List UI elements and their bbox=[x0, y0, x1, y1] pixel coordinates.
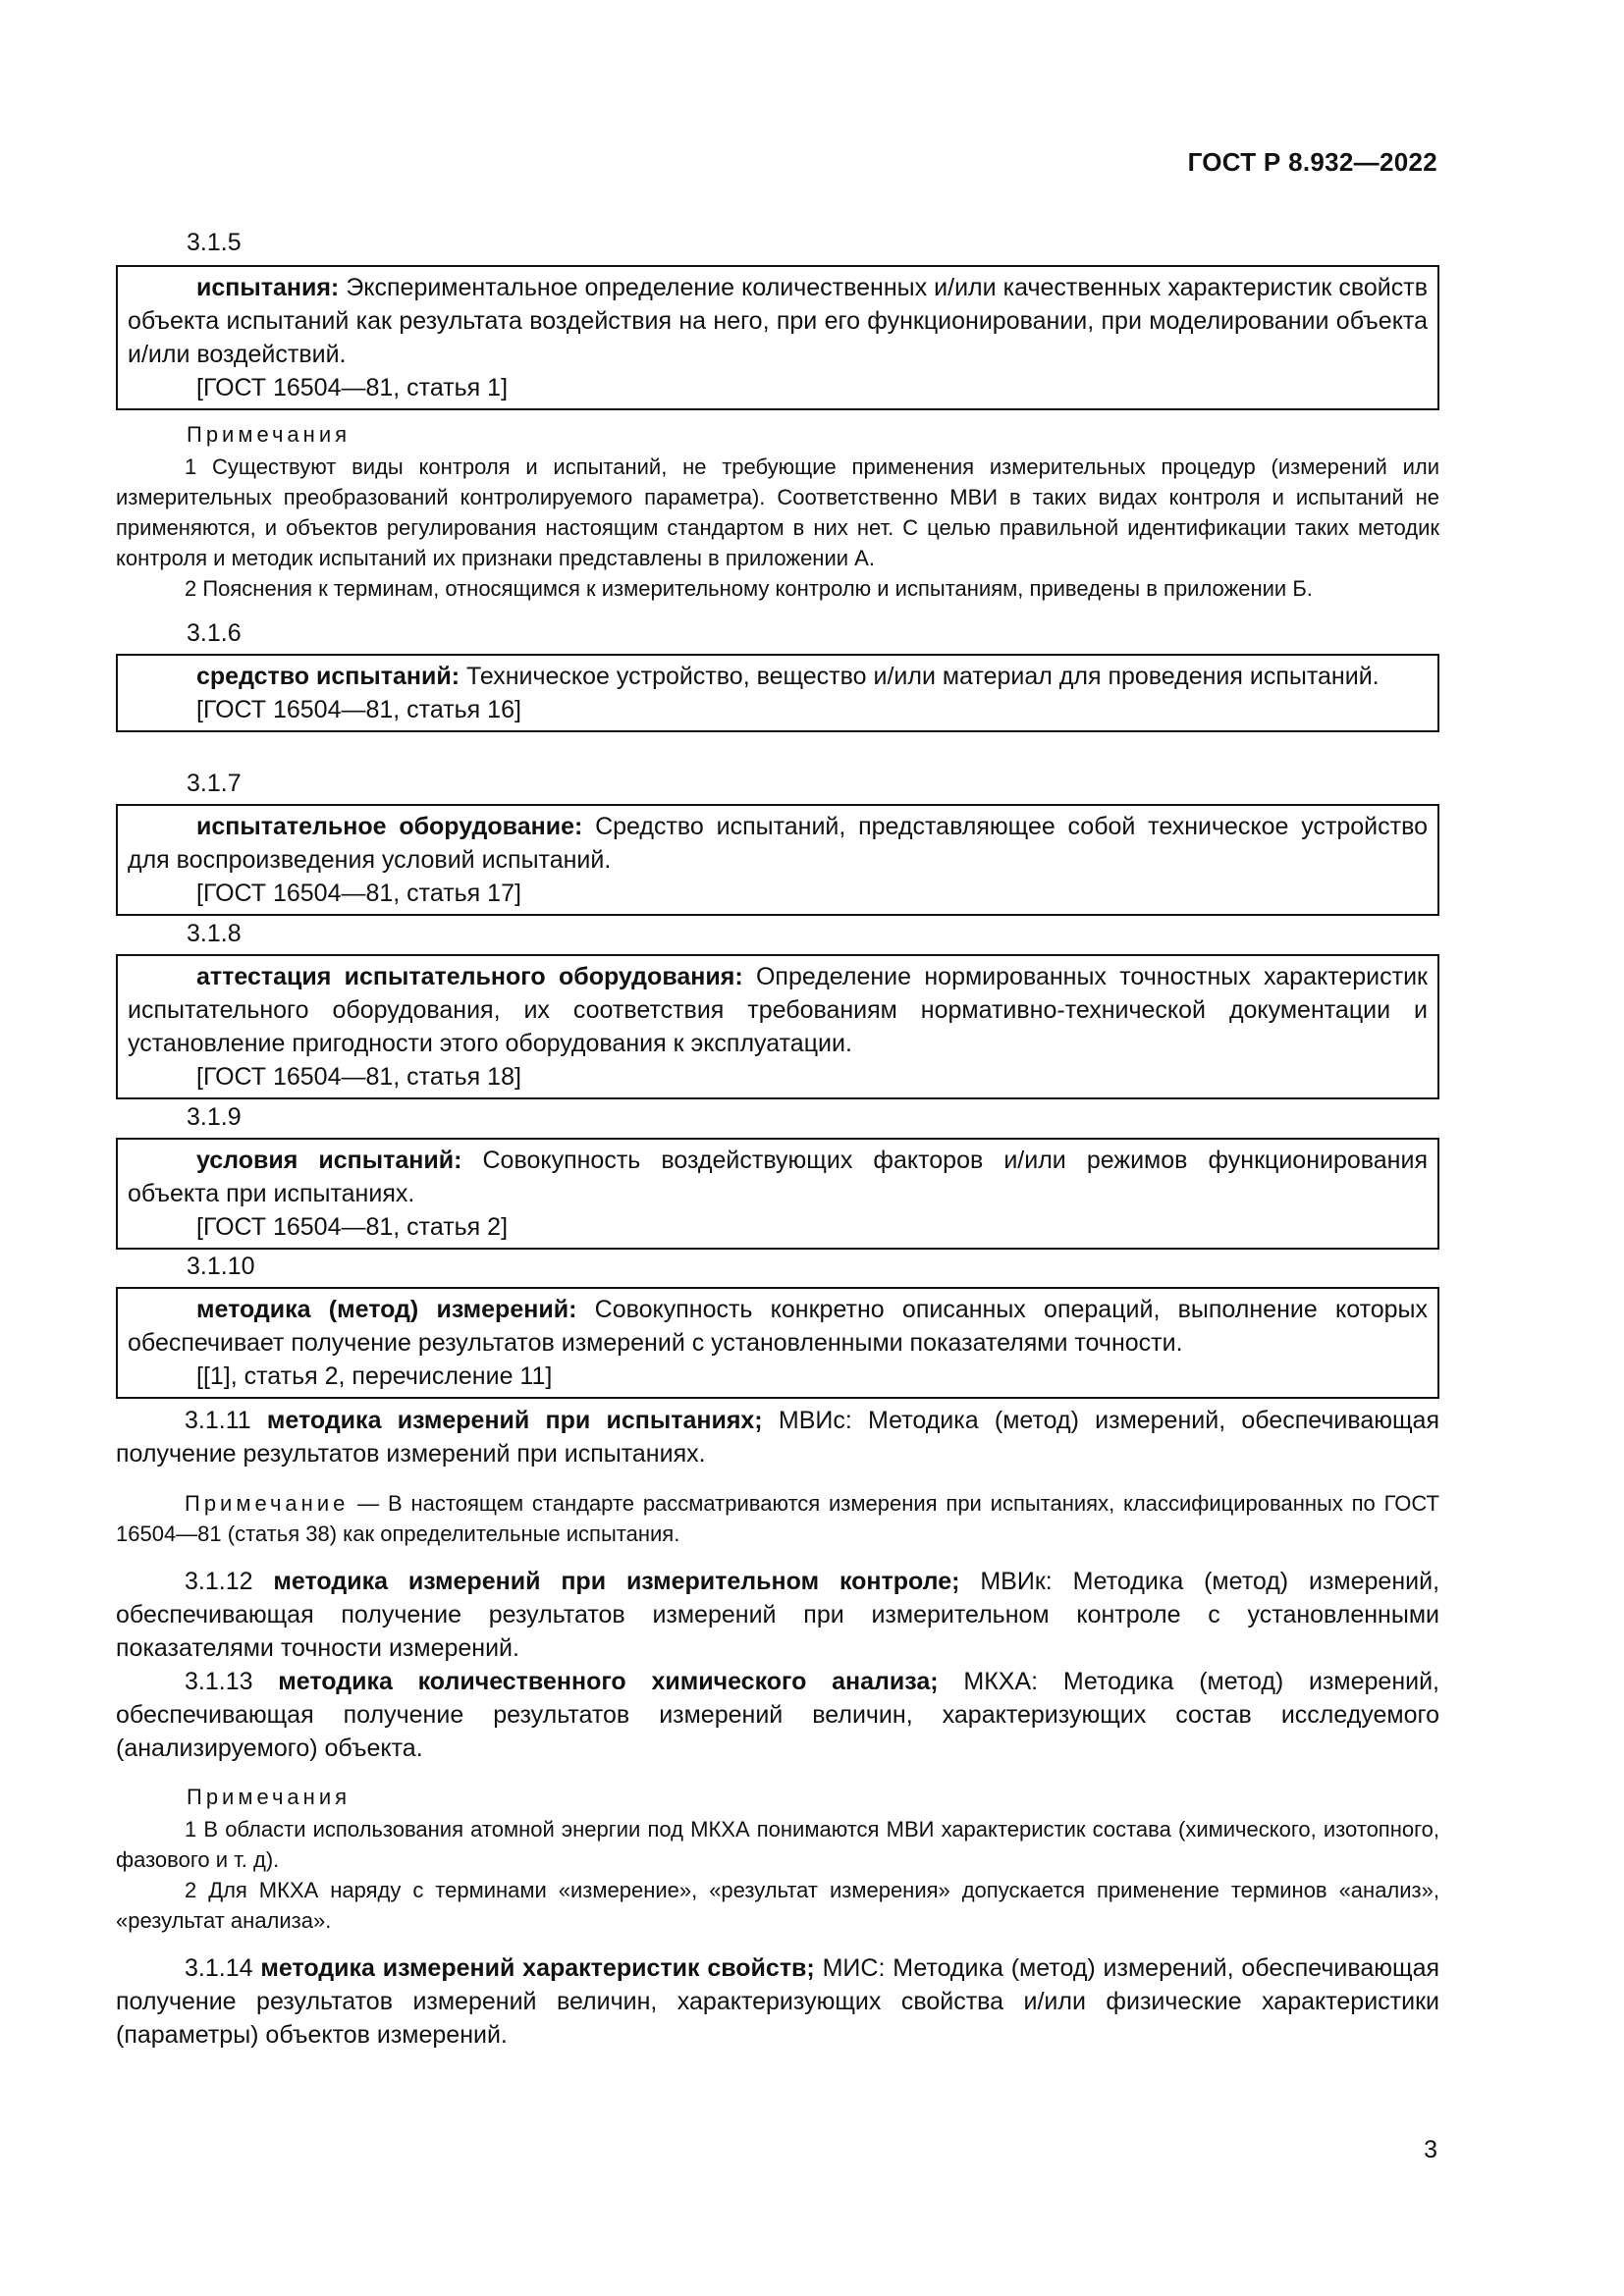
term-name: методика измерений характеристик свойств; bbox=[260, 1954, 815, 1982]
doc-code-header: ГОСТ Р 8.932—2022 bbox=[1187, 147, 1437, 177]
term-number: 3.1.14 bbox=[185, 1954, 253, 1982]
term-number-3-1-8: 3.1.8 bbox=[187, 920, 242, 947]
term-source: [ГОСТ 16504—81, статья 18] bbox=[196, 1063, 521, 1091]
term-number-3-1-7: 3.1.7 bbox=[187, 770, 242, 797]
notes-block-1 bbox=[116, 452, 1439, 604]
term-definition: Экспериментальное определение количественных и/или качественных характеристик свойств объекта испытаний как результата воздействия на него, при его функционировании, при моделировании объекта и/или воздействий. bbox=[128, 274, 1428, 368]
term-source: [[1], статья 2, перечисление 11] bbox=[196, 1362, 553, 1390]
term-box-3-1-5 bbox=[116, 265, 1439, 410]
term-box-3-1-9 bbox=[116, 1138, 1439, 1250]
term-source: [ГОСТ 16504—81, статья 2] bbox=[196, 1213, 509, 1241]
term-name: условия испытаний: bbox=[196, 1147, 462, 1174]
term-source: [ГОСТ 16504—81, статья 1] bbox=[196, 374, 509, 401]
term-definition: Средство испытаний, представляющее собой техническое устройство для воспроизведения условий испытаний. bbox=[128, 813, 1428, 874]
note-item: 2 Пояснения к терминам, относящимся к измерительному контролю и испытаниям, приведены в приложении Б. bbox=[185, 576, 1313, 601]
note-item: 1 Существуют виды контроля и испытаний, не требующие применения измерительных процедур (измерений или измерительных преобразований контролируемого параметра). Соответственно МВИ в таких видах контроля и испытаний не применяются, и объектов регулирования настоящим стандартом в них нет. С целью правильной идентификации таких методик контроля и методик испытаний их признаки представлены в приложении А. bbox=[116, 454, 1439, 570]
term-name: аттестация испытательного оборудования: bbox=[196, 963, 743, 990]
term-number-3-1-5: 3.1.5 bbox=[187, 229, 242, 256]
notes-block-3 bbox=[116, 1814, 1439, 1936]
term-number-3-1-9: 3.1.9 bbox=[187, 1103, 242, 1131]
term-number-3-1-10: 3.1.10 bbox=[187, 1253, 255, 1280]
notes-title: Примечания bbox=[187, 1785, 352, 1809]
term-source: [ГОСТ 16504—81, статья 17] bbox=[196, 880, 521, 907]
term-3-1-14 bbox=[116, 1951, 1439, 2052]
term-definition: МВИс: Методика (метод) измерений, обеспечивающая получение результатов измерений при испытаниях. bbox=[116, 1407, 1439, 1468]
term-number: 3.1.12 bbox=[185, 1568, 253, 1595]
note-item: 1 В области использования атомной энергии под МКХА понимаются МВИ характеристик состава (химического, изотопного, фазового и т. д). bbox=[116, 1817, 1439, 1872]
term-definition: Совокупность конкретно описанных операций, выполнение которых обеспечивает получение результатов измерений с установленными показателями точности. bbox=[128, 1296, 1428, 1357]
term-source: [ГОСТ 16504—81, статья 16] bbox=[196, 696, 521, 723]
term-name: средство испытаний: bbox=[196, 663, 460, 690]
term-name: испытания: bbox=[196, 274, 340, 301]
term-box-3-1-10 bbox=[116, 1287, 1439, 1399]
term-number: 3.1.11 bbox=[185, 1407, 251, 1434]
term-name: испытательное оборудование: bbox=[196, 813, 583, 840]
note-text: — В настоящем стандарте рассматриваются измерения при испытаниях, классифицированных по ГОСТ 16504—81 (статья 38) как определительные испытания. bbox=[116, 1491, 1439, 1546]
term-3-1-11 bbox=[116, 1404, 1439, 1470]
term-definition: Техническое устройство, вещество и/или материал для проведения испытаний. bbox=[460, 663, 1380, 690]
term-name: методика (метод) измерений: bbox=[196, 1296, 577, 1323]
term-definition: МИС: Методика (метод) измерений, обеспечивающая получение результатов измерений величин, характеризующих свойства и/или физические характеристики (параметры) объектов измерений. bbox=[116, 1954, 1440, 2049]
term-name: методика измерений при испытаниях; bbox=[266, 1407, 763, 1434]
term-definition: Определение нормированных точностных характеристик испытательного оборудования, их соответствия требованиям нормативно-технической документации и установление пригодности этого оборудования к эксплуатации. bbox=[128, 963, 1428, 1057]
note-label: Примечание bbox=[185, 1491, 350, 1516]
term-box-3-1-8 bbox=[116, 954, 1439, 1099]
term-box-3-1-6 bbox=[116, 654, 1439, 732]
term-3-1-13 bbox=[116, 1665, 1439, 1765]
notes-title: Примечания bbox=[187, 422, 352, 447]
term-number: 3.1.13 bbox=[185, 1668, 253, 1695]
term-3-1-12 bbox=[116, 1565, 1439, 1665]
term-definition: МВИк: Методика (метод) измерений, обеспечивающая получение результатов измерений при измерительном контроле с установленными показателями точности измерений. bbox=[116, 1568, 1440, 1662]
term-box-3-1-7 bbox=[116, 804, 1439, 916]
page-number: 3 bbox=[1424, 2136, 1437, 2163]
term-name: методика количественного химического анализа; bbox=[278, 1668, 939, 1695]
term-number-3-1-6: 3.1.6 bbox=[187, 619, 242, 647]
note-block-2 bbox=[116, 1488, 1439, 1549]
term-definition: Совокупность воздействующих факторов и/или режимов функционирования объекта при испытаниях. bbox=[128, 1147, 1428, 1207]
term-name: методика измерений при измерительном контроле; bbox=[273, 1568, 960, 1595]
term-definition: МКХА: Методика (метод) измерений, обеспечивающая получение результатов измерений величин, характеризующих состав исследуемого (анализируемого) объекта. bbox=[116, 1668, 1439, 1762]
note-item: 2 Для МКХА наряду с терминами «измерение», «результат измерения» допускается применение терминов «анализ», «результат анализа». bbox=[116, 1878, 1439, 1933]
